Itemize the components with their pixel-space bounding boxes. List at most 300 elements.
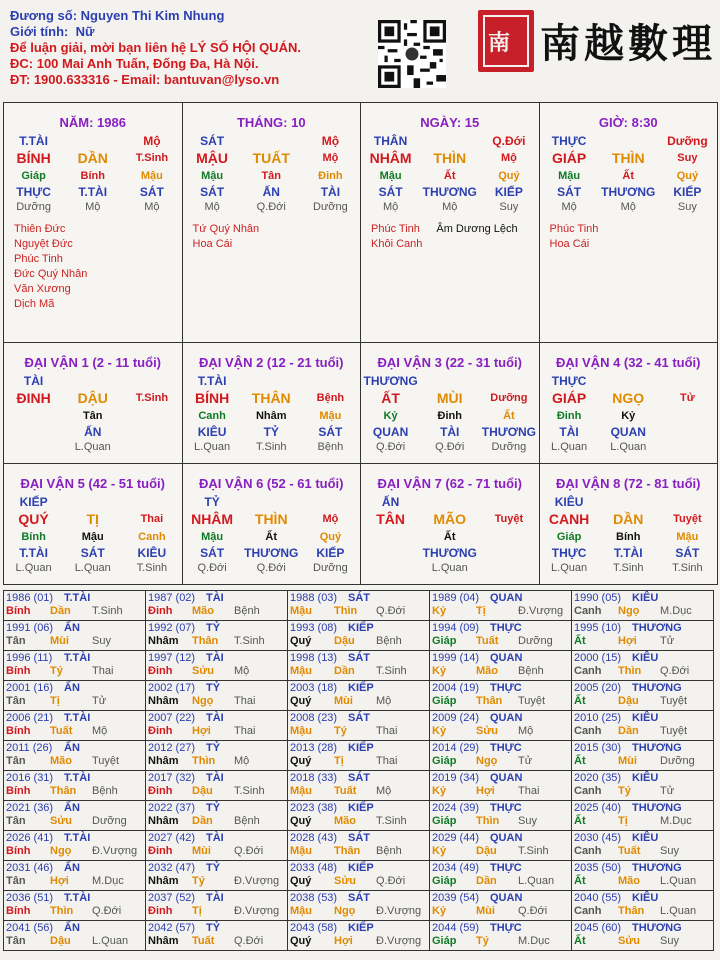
- year-cell-head: [574, 622, 711, 635]
- year-cell[interactable]: [145, 710, 288, 741]
- year-label: 1998 (13): [290, 652, 338, 664]
- dai-van-hidden-1: Canh: [198, 410, 226, 422]
- year-cell-body: [6, 845, 143, 858]
- dai-van-hidden-1: Bính: [21, 531, 46, 543]
- dai-van-hidden-1: Giáp: [556, 531, 582, 543]
- dai-van-phases-2: L.Quan: [431, 562, 468, 574]
- year-label: 1995 (10): [574, 622, 622, 634]
- year-god: THỰC: [490, 622, 522, 634]
- year-cell-body: [290, 635, 427, 648]
- year-cell[interactable]: [145, 860, 288, 891]
- year-chi: Sửu: [50, 815, 73, 827]
- year-cell-head: [6, 682, 143, 695]
- year-god: QUAN: [490, 712, 523, 724]
- year-phase: Mộ: [518, 725, 534, 737]
- dai-van-hidden-2: Tân: [82, 410, 103, 422]
- year-cell-body: [290, 815, 427, 828]
- year-phase: Mộ: [234, 755, 250, 767]
- star-item: Thiên Đức: [14, 223, 66, 235]
- year-label: 2044 (59): [432, 922, 480, 934]
- dai-van-gods-2: THƯƠNG: [244, 546, 299, 560]
- dai-van-main-2: DẦN: [613, 511, 644, 527]
- year-cell[interactable]: [3, 920, 146, 951]
- year-chi: Mùi: [618, 755, 637, 767]
- year-cell[interactable]: [145, 800, 288, 831]
- year-cell-head: [574, 592, 711, 605]
- dai-van-top: [540, 494, 718, 510]
- year-cell[interactable]: [145, 650, 288, 681]
- pillar-stars: [4, 222, 182, 312]
- dai-van-hidden: [4, 408, 182, 424]
- year-cell-head: [148, 922, 285, 935]
- year-cell[interactable]: [571, 710, 714, 741]
- year-god: TỶ: [206, 682, 221, 694]
- year-label: 1989 (04): [432, 592, 480, 604]
- year-label: 2006 (21): [6, 712, 54, 724]
- year-god: ẤN: [64, 802, 80, 814]
- pillar-hidden-3: Mậu: [140, 170, 163, 182]
- year-cell-body: [148, 815, 285, 828]
- dai-van-main-3: Tuyệt: [494, 513, 524, 525]
- year-cell-head: [148, 832, 285, 845]
- year-cell[interactable]: [287, 710, 430, 741]
- year-cell[interactable]: [429, 890, 572, 921]
- year-cell-body: [148, 845, 285, 858]
- dai-van-gods-3: [481, 545, 537, 561]
- pillar-phases-2: Mộ: [442, 201, 458, 213]
- dai-van-gods: [540, 545, 718, 561]
- year-phase: Q.Đới: [660, 665, 690, 677]
- dai-van-6: [182, 463, 362, 585]
- year-phase: T.Sinh: [234, 635, 265, 647]
- year-god: TÀI: [206, 832, 224, 844]
- year-cell[interactable]: [287, 860, 430, 891]
- year-can: Nhâm: [148, 635, 179, 647]
- year-chi: Tuất: [334, 785, 357, 797]
- year-phase: T.Sinh: [376, 665, 407, 677]
- dai-van-main: [4, 389, 182, 408]
- year-cell-body: [574, 605, 711, 618]
- year-cell[interactable]: [145, 740, 288, 771]
- year-can: Quý: [290, 815, 312, 827]
- year-label: 2013 (28): [290, 742, 338, 754]
- dai-van-top-1: KIẾP: [19, 495, 48, 509]
- pillar-hidden: [4, 168, 182, 184]
- year-label: 2015 (30): [574, 742, 622, 754]
- year-god: TỶ: [206, 802, 221, 814]
- dai-van-top-2: [422, 373, 478, 389]
- year-god: THƯƠNG: [632, 862, 682, 874]
- year-cell-head: [574, 742, 711, 755]
- pillar-phases-1: Mộ: [382, 201, 399, 213]
- dai-van-main: [183, 510, 361, 529]
- year-can: Canh: [574, 905, 602, 917]
- year-cell[interactable]: [429, 740, 572, 771]
- year-chi: Dần: [334, 665, 355, 677]
- year-can: Giáp: [432, 815, 457, 827]
- year-can: Canh: [574, 785, 602, 797]
- year-cell[interactable]: [429, 800, 572, 831]
- year-can: Bính: [6, 845, 31, 857]
- dai-van-main-3: Thai: [140, 513, 164, 525]
- year-chi: Mão: [50, 755, 72, 767]
- year-cell-body: [432, 935, 569, 948]
- year-cell-body: [148, 695, 285, 708]
- year-cell[interactable]: [287, 620, 430, 651]
- year-cell-body: [148, 725, 285, 738]
- year-cell-body: [432, 695, 569, 708]
- year-cell-head: [574, 712, 711, 725]
- year-cell-head: [6, 652, 143, 665]
- year-cell-head: [290, 922, 427, 935]
- year-chi: Dần: [50, 605, 71, 617]
- year-god: KIẾP: [348, 802, 374, 814]
- year-cell-body: [290, 755, 427, 768]
- year-cell[interactable]: [145, 890, 288, 921]
- year-cell[interactable]: [571, 830, 714, 861]
- year-phase: M.Dục: [92, 875, 124, 887]
- year-cell-head: [574, 652, 711, 665]
- year-row: [3, 890, 717, 920]
- dai-van-phases-2: T.Sinh: [612, 562, 644, 574]
- year-cell-body: [574, 935, 711, 948]
- yearly-table: [3, 590, 717, 950]
- dai-van-top-3: [659, 494, 715, 510]
- year-chi: Ngọ: [50, 845, 72, 857]
- year-can: Nhâm: [148, 935, 179, 947]
- dai-van-hidden: [183, 529, 361, 545]
- year-cell-head: [6, 922, 143, 935]
- year-cell-body: [432, 755, 569, 768]
- dai-van-hidden-2: Ất: [443, 531, 456, 543]
- year-cell[interactable]: [429, 590, 572, 621]
- dai-van-phases-2: Q.Đới: [435, 441, 465, 453]
- dai-van-gods-2: T.TÀI: [613, 546, 643, 560]
- pillar-hidden: [183, 168, 361, 184]
- year-label: 2004 (19): [432, 682, 480, 694]
- dai-van-top-1: THƯƠNG: [363, 374, 418, 388]
- year-cell-body: [574, 785, 711, 798]
- pillar-stars-col: [14, 222, 87, 312]
- year-can: Ất: [574, 635, 586, 647]
- year-cell-head: [574, 832, 711, 845]
- year-cell[interactable]: [571, 800, 714, 831]
- year-chi: Dậu: [618, 695, 639, 707]
- dai-van-phases-1: L.Quan: [551, 441, 588, 453]
- year-cell[interactable]: [287, 800, 430, 831]
- year-cell-body: [290, 875, 427, 888]
- dai-van-main-2: DẬU: [77, 390, 108, 406]
- dai-van-main: [540, 510, 718, 529]
- dai-van-top-2: [243, 373, 299, 389]
- year-phase: Tử: [660, 635, 675, 647]
- year-cell[interactable]: [571, 590, 714, 621]
- year-cell-body: [6, 725, 143, 738]
- star-item: Âm Dương Lệch: [436, 223, 518, 235]
- year-cell[interactable]: [145, 830, 288, 861]
- year-cell-head: [148, 682, 285, 695]
- qr-code-icon: [378, 20, 446, 88]
- dai-van-phases-1: L.Quan: [551, 562, 588, 574]
- dai-van-top-3: [124, 494, 180, 510]
- dai-van-main-1: CANH: [548, 511, 590, 527]
- dai-van-top: [4, 373, 182, 389]
- year-cell[interactable]: [571, 890, 714, 921]
- year-cell[interactable]: [571, 620, 714, 651]
- dai-van-gods-2: THƯƠNG: [422, 546, 477, 560]
- dai-van-phases-1: Q.Đới: [375, 441, 406, 453]
- year-god: T.TÀI: [64, 592, 91, 604]
- pillar-gods-1: SÁT: [378, 185, 403, 199]
- year-cell-head: [432, 772, 569, 785]
- year-cell[interactable]: [287, 890, 430, 921]
- year-cell-head: [574, 802, 711, 815]
- year-cell-body: [432, 635, 569, 648]
- year-chi: Tuất: [50, 725, 73, 737]
- year-cell[interactable]: [287, 680, 430, 711]
- year-cell[interactable]: [287, 830, 430, 861]
- pillar-hidden-1: Mậu: [201, 170, 224, 182]
- year-phase: Mộ: [234, 665, 250, 677]
- pillar-stars-col: [193, 222, 260, 252]
- year-phase: Suy: [660, 845, 679, 857]
- year-god: ẤN: [64, 862, 80, 874]
- year-cell-head: [6, 622, 143, 635]
- year-phase: Q.Đới: [234, 845, 264, 857]
- pillar-hidden-1: Mậu: [379, 170, 402, 182]
- year-label: 2028 (43): [290, 832, 338, 844]
- dai-van-top-3: [481, 494, 537, 510]
- year-can: Đinh: [148, 785, 173, 797]
- dai-van-hidden-2: Mậu: [81, 531, 104, 543]
- dai-van-top-1: THỰC: [551, 374, 587, 388]
- year-cell-head: [432, 802, 569, 815]
- contact-address: ĐC: 100 Mai Anh Tuấn, Đống Đa, Hà Nội.: [10, 56, 259, 71]
- pillar-phases-3: Suy: [677, 201, 697, 213]
- year-cell[interactable]: [145, 620, 288, 651]
- pillar-top-1: THỰC: [551, 134, 587, 148]
- year-cell[interactable]: [429, 620, 572, 651]
- year-cell[interactable]: [145, 920, 288, 951]
- year-label: 2035 (50): [574, 862, 622, 874]
- year-cell-head: [432, 622, 569, 635]
- year-chi: Dần: [618, 725, 639, 737]
- dai-van-title: ĐẠI VẬN 5 (42 - 51 tuổi): [20, 476, 165, 491]
- dai-van-gods-2: QUAN: [610, 425, 646, 439]
- dai-van-gods-1: QUAN: [372, 425, 409, 439]
- year-cell[interactable]: [3, 740, 146, 771]
- year-cell[interactable]: [3, 800, 146, 831]
- year-cell[interactable]: [3, 620, 146, 651]
- year-cell[interactable]: [571, 920, 714, 951]
- year-god: TÀI: [206, 592, 224, 604]
- year-cell[interactable]: [571, 680, 714, 711]
- dai-van-gods-1: [363, 545, 419, 561]
- year-chi: Tý: [50, 665, 63, 677]
- year-phase: Tử: [92, 695, 107, 707]
- year-can: Mậu: [290, 785, 312, 797]
- year-phase: M.Dục: [660, 815, 692, 827]
- pillar-main: [183, 149, 361, 168]
- year-can: Kỷ: [432, 905, 447, 917]
- dai-van-hidden-2: Bính: [616, 531, 641, 543]
- year-god: SÁT: [348, 832, 370, 844]
- year-god: THỰC: [490, 922, 522, 934]
- year-cell-head: [290, 712, 427, 725]
- year-phase: Mộ: [376, 695, 392, 707]
- year-cell[interactable]: [429, 680, 572, 711]
- year-phase: Suy: [660, 935, 679, 947]
- year-cell[interactable]: [287, 590, 430, 621]
- year-god: QUAN: [490, 772, 523, 784]
- year-cell[interactable]: [429, 830, 572, 861]
- year-phase: M.Dục: [660, 605, 692, 617]
- year-cell[interactable]: [3, 860, 146, 891]
- dai-van-phases-2: L.Quan: [74, 441, 111, 453]
- year-cell-head: [6, 832, 143, 845]
- year-cell[interactable]: [429, 650, 572, 681]
- year-label: 1997 (12): [148, 652, 196, 664]
- year-cell[interactable]: [3, 770, 146, 801]
- pillar-4: [539, 102, 719, 343]
- dai-van-hidden-1: [6, 408, 62, 424]
- year-cell[interactable]: [3, 710, 146, 741]
- year-cell[interactable]: [287, 650, 430, 681]
- year-phase: Đ.Vượng: [92, 845, 138, 857]
- year-can: Canh: [574, 665, 602, 677]
- year-phase: Tuyệt: [518, 695, 546, 707]
- dai-van-hidden-2: Nhâm: [255, 410, 287, 422]
- year-cell[interactable]: [145, 680, 288, 711]
- year-cell[interactable]: [3, 890, 146, 921]
- year-can: Kỷ: [432, 605, 447, 617]
- pillar-top: [540, 133, 718, 149]
- year-cell-body: [432, 845, 569, 858]
- year-cell-head: [148, 592, 285, 605]
- year-cell[interactable]: [287, 740, 430, 771]
- pillar-phases-1: Mộ: [561, 201, 577, 213]
- year-can: Giáp: [432, 695, 457, 707]
- year-label: 1994 (09): [432, 622, 480, 634]
- year-cell-head: [432, 922, 569, 935]
- dai-van-title: ĐẠI VẬN 7 (62 - 71 tuổi): [377, 476, 522, 491]
- year-label: 2029 (44): [432, 832, 480, 844]
- year-cell-head: [432, 652, 569, 665]
- year-chi: Ngọ: [618, 605, 640, 617]
- pillar-stars-col: [550, 222, 599, 252]
- contact-phone-email: ĐT: 1900.633316 - Email: bantuvan@lyso.vn: [10, 72, 280, 87]
- year-cell[interactable]: [571, 740, 714, 771]
- year-phase: L.Quan: [518, 875, 555, 887]
- year-cell[interactable]: [3, 590, 146, 621]
- pillar-gods-1: SÁT: [557, 185, 582, 199]
- dai-van-phases-1: [6, 440, 62, 454]
- year-cell[interactable]: [429, 920, 572, 951]
- year-label: 2031 (46): [6, 862, 54, 874]
- year-chi: Dậu: [476, 845, 497, 857]
- year-cell[interactable]: [429, 860, 572, 891]
- year-cell[interactable]: [571, 770, 714, 801]
- year-cell[interactable]: [429, 710, 572, 741]
- year-label: 1996 (11): [6, 652, 53, 664]
- year-label: 2032 (47): [148, 862, 196, 874]
- year-cell-body: [290, 725, 427, 738]
- year-cell[interactable]: [145, 770, 288, 801]
- dai-van-3: [360, 342, 540, 464]
- year-row: [3, 770, 717, 800]
- year-chi: Dậu: [192, 785, 213, 797]
- year-cell[interactable]: [429, 770, 572, 801]
- dai-van-title: ĐẠI VẬN 1 (2 - 11 tuổi): [24, 355, 162, 370]
- year-phase: Q.Đới: [376, 875, 406, 887]
- year-label: 1986 (01): [6, 592, 54, 604]
- pillar-gods-1: SÁT: [200, 185, 225, 199]
- dai-van-top-1: T.TÀI: [197, 374, 227, 388]
- year-cell[interactable]: [3, 680, 146, 711]
- pillar-gods: [4, 184, 182, 200]
- year-can: Đinh: [148, 905, 173, 917]
- dai-van-phases-3: [124, 440, 180, 454]
- year-chi: Mùi: [334, 695, 353, 707]
- year-can: Quý: [290, 695, 312, 707]
- dai-van-top: [4, 494, 182, 510]
- pillar-2: [182, 102, 362, 343]
- pillar-stars-wrap: [550, 222, 718, 252]
- year-label: 2024 (39): [432, 802, 480, 814]
- year-label: 2010 (25): [574, 712, 622, 724]
- year-cell[interactable]: [145, 590, 288, 621]
- year-can: Quý: [290, 755, 312, 767]
- year-can: Tân: [6, 935, 26, 947]
- year-cell-body: [432, 905, 569, 918]
- dai-van-phases-2: T.Sinh: [255, 441, 287, 453]
- year-cell[interactable]: [571, 860, 714, 891]
- pillar-gods-2: THƯƠNG: [422, 185, 477, 199]
- year-cell[interactable]: [571, 650, 714, 681]
- year-cell[interactable]: [3, 830, 146, 861]
- year-chi: Tuất: [192, 935, 215, 947]
- year-cell[interactable]: [3, 650, 146, 681]
- dai-van-phases-1: L.Quan: [15, 562, 52, 574]
- star-item: Tứ Quý Nhân: [192, 223, 260, 235]
- year-chi: Tý: [618, 785, 631, 797]
- year-cell[interactable]: [287, 920, 430, 951]
- dai-van-top: [540, 373, 718, 389]
- year-label: 2037 (52): [148, 892, 196, 904]
- year-phase: Dưỡng: [518, 635, 553, 647]
- pillar-gods-3: KIẾP: [673, 185, 702, 199]
- year-phase: Thai: [234, 695, 256, 707]
- year-label: 2020 (35): [574, 772, 622, 784]
- dai-van-hidden-3: [481, 529, 537, 545]
- year-label: 2014 (29): [432, 742, 480, 754]
- dai-van-main-1: ĐINH: [16, 390, 51, 406]
- year-cell-head: [148, 742, 285, 755]
- year-label: 1993 (08): [290, 622, 338, 634]
- pillar-phases: [540, 200, 718, 214]
- dai-van-row-1: [3, 342, 717, 463]
- year-chi: Thân: [334, 845, 361, 857]
- year-cell-head: [432, 742, 569, 755]
- pillar-top-1: SÁT: [200, 134, 225, 148]
- pillar-stars-wrap: [193, 222, 361, 252]
- star-item: Hoa Cái: [549, 238, 590, 250]
- year-god: TÀI: [206, 892, 224, 904]
- year-cell[interactable]: [287, 770, 430, 801]
- pillar-top-1: THÂN: [373, 134, 408, 148]
- dai-van-main: [183, 389, 361, 408]
- year-chi: Mùi: [476, 905, 495, 917]
